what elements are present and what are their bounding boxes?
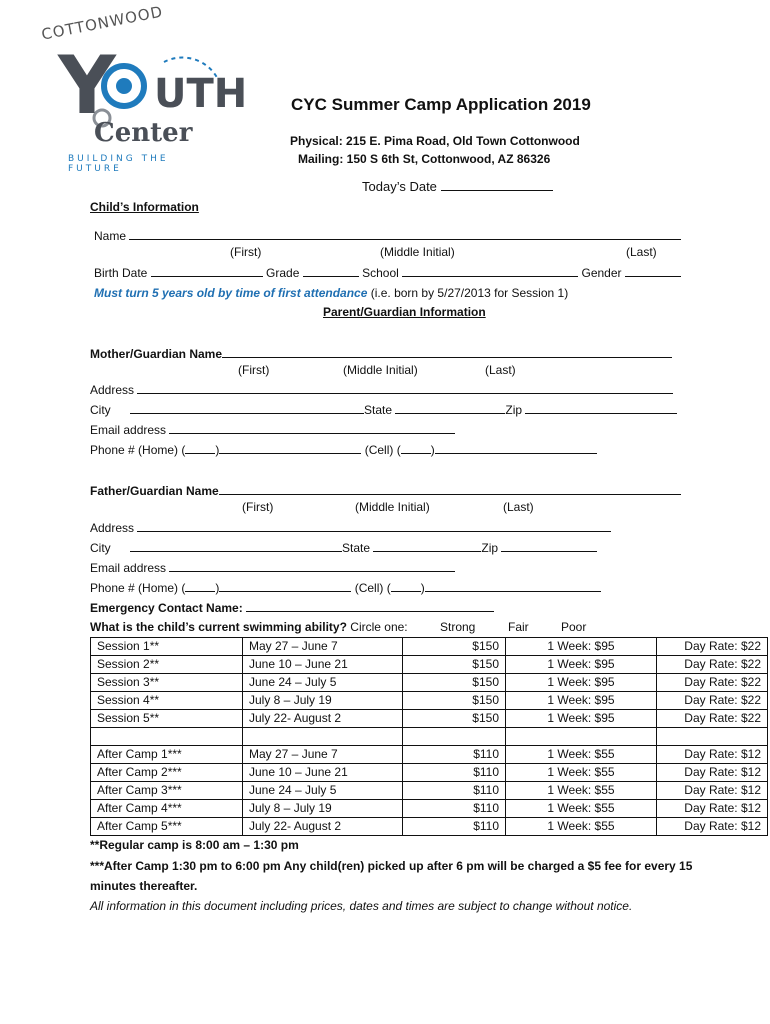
father-city-label: City [90, 541, 111, 555]
swim-option-strong[interactable]: Strong [440, 620, 476, 634]
session-row [91, 674, 768, 692]
swimming-question: What is the child’s current swimming ability? [90, 620, 347, 634]
logo-letter-y: Y [58, 39, 116, 132]
session-name: Session 5** [91, 710, 243, 728]
after-camp-row [91, 782, 768, 800]
session-price: $110 [403, 782, 506, 800]
mother-middle-hint: (Middle Initial) [343, 363, 418, 377]
logo-center-word: Center [94, 118, 193, 148]
session-day-rate: Day Rate: $12 [657, 800, 768, 818]
emergency-contact-row [90, 600, 494, 615]
mother-state-label: State [364, 403, 393, 417]
father-cell-phone-field[interactable] [425, 580, 601, 592]
session-name: After Camp 2*** [91, 764, 243, 782]
mother-city-label: City [90, 403, 111, 417]
mother-zip-label: Zip [505, 403, 523, 417]
father-last-hint: (Last) [503, 500, 534, 514]
session-name [91, 728, 243, 746]
after-camp-row [91, 746, 768, 764]
session-week-price: 1 Week: $55 [506, 800, 657, 818]
mother-state-field[interactable] [395, 402, 505, 414]
session-price: $150 [403, 674, 506, 692]
after-camp-row [91, 818, 768, 836]
session-row [91, 638, 768, 656]
session-name: Session 1** [91, 638, 243, 656]
session-price [403, 728, 506, 746]
father-state-label: State [342, 541, 371, 555]
session-week-price: 1 Week: $95 [506, 692, 657, 710]
session-dates: May 27 – June 7 [243, 746, 403, 764]
father-email-row [90, 560, 455, 575]
session-name: After Camp 1*** [91, 746, 243, 764]
session-name: Session 2** [91, 656, 243, 674]
father-zip-field[interactable] [501, 540, 597, 552]
father-city-field[interactable] [130, 540, 342, 552]
child-name-row [94, 228, 681, 243]
parent-info-heading: Parent/Guardian Information [323, 305, 486, 319]
father-email-field[interactable] [169, 560, 455, 572]
swim-option-fair[interactable]: Fair [508, 620, 529, 634]
session-dates: July 22- August 2 [243, 818, 403, 836]
father-home-area-code[interactable] [185, 580, 215, 592]
regular-camp-note: **Regular camp is 8:00 am – 1:30 pm [90, 838, 299, 852]
todays-date-field[interactable] [441, 179, 553, 191]
session-day-rate: Day Rate: $12 [657, 782, 768, 800]
session-dates: July 22- August 2 [243, 710, 403, 728]
mother-name-label: Mother/Guardian Name [90, 347, 223, 361]
todays-date-row [362, 179, 553, 194]
session-price: $150 [403, 638, 506, 656]
after-camp-row [91, 764, 768, 782]
table-spacer-row [91, 728, 768, 746]
session-day-rate: Day Rate: $22 [657, 692, 768, 710]
mother-city-field[interactable] [130, 402, 364, 414]
father-address-field[interactable] [137, 520, 611, 532]
mother-email-row [90, 422, 455, 437]
mother-last-hint: (Last) [485, 363, 516, 377]
session-price: $150 [403, 710, 506, 728]
grade-field[interactable] [303, 265, 359, 277]
session-price: $150 [403, 692, 506, 710]
physical-address: Physical: 215 E. Pima Road, Old Town Cottonwood [290, 134, 580, 148]
age-requirement-row [94, 286, 568, 300]
session-name: After Camp 5*** [91, 818, 243, 836]
father-name-label: Father/Guardian Name [90, 484, 219, 498]
mother-cell-phone-field[interactable] [435, 442, 597, 454]
birth-date-label: Birth Date [94, 266, 148, 280]
after-camp-row [91, 800, 768, 818]
father-state-field[interactable] [373, 540, 481, 552]
mother-name-row [90, 346, 672, 361]
mother-city-row [90, 402, 677, 417]
father-middle-hint: (Middle Initial) [355, 500, 430, 514]
child-name-field[interactable] [129, 228, 681, 240]
child-last-hint: (Last) [626, 245, 657, 259]
session-day-rate: Day Rate: $12 [657, 746, 768, 764]
mailing-address: Mailing: 150 S 6th St, Cottonwood, AZ 86326 [298, 152, 551, 166]
grade-label: Grade [266, 266, 300, 280]
mother-phone-home-label: Phone # (Home) ( [90, 443, 186, 457]
session-day-rate: Day Rate: $22 [657, 674, 768, 692]
form-title: CYC Summer Camp Application 2019 [291, 95, 591, 114]
session-dates: July 8 – July 19 [243, 800, 403, 818]
session-week-price: 1 Week: $55 [506, 764, 657, 782]
session-name: After Camp 4*** [91, 800, 243, 818]
session-day-rate: Day Rate: $12 [657, 764, 768, 782]
mother-phone-cell-label: (Cell) ( [364, 443, 401, 457]
disclaimer-note: All information in this document including prices, dates and times are subject to change without notice. [90, 899, 633, 913]
session-day-rate [657, 728, 768, 746]
session-week-price: 1 Week: $55 [506, 746, 657, 764]
mother-home-area-code[interactable] [185, 442, 215, 454]
session-week-price: 1 Week: $95 [506, 710, 657, 728]
father-cell-area-code[interactable] [391, 580, 421, 592]
after-camp-note: ***After Camp 1:30 pm to 6:00 pm Any child(ren) picked up after 6 pm will be charged a $5 fee for every 15 [90, 859, 693, 873]
swim-option-poor[interactable]: Poor [561, 620, 587, 634]
birth-date-field[interactable] [151, 265, 263, 277]
father-name-field[interactable] [219, 483, 681, 495]
session-week-price [506, 728, 657, 746]
session-price: $110 [403, 800, 506, 818]
mother-email-label: Email address [90, 423, 167, 437]
session-price: $110 [403, 818, 506, 836]
schedule-table [90, 637, 768, 836]
father-zip-label: Zip [481, 541, 499, 555]
session-dates: June 24 – July 5 [243, 674, 403, 692]
child-details-row [94, 265, 681, 280]
mother-address-row [90, 382, 673, 397]
session-dates: May 27 – June 7 [243, 638, 403, 656]
session-week-price: 1 Week: $95 [506, 638, 657, 656]
child-first-hint: (First) [230, 245, 262, 259]
session-dates: June 10 – June 21 [243, 764, 403, 782]
session-dates [243, 728, 403, 746]
session-price: $110 [403, 746, 506, 764]
todays-date-label: Today’s Date [362, 179, 437, 194]
father-name-row [90, 483, 681, 498]
session-dates: June 10 – June 21 [243, 656, 403, 674]
father-home-phone-field[interactable] [219, 580, 351, 592]
father-address-label: Address [90, 521, 135, 535]
father-email-label: Email address [90, 561, 167, 575]
session-price: $150 [403, 656, 506, 674]
session-price: $110 [403, 764, 506, 782]
session-name: After Camp 3*** [91, 782, 243, 800]
session-day-rate: Day Rate: $12 [657, 818, 768, 836]
session-name: Session 4** [91, 692, 243, 710]
after-camp-note-continued: minutes thereafter. [90, 879, 198, 893]
mother-phone-row: Phone # (Home) ( ) (Cell) ( ) [90, 442, 597, 457]
father-first-hint: (First) [242, 500, 274, 514]
session-day-rate: Day Rate: $22 [657, 710, 768, 728]
session-row [91, 710, 768, 728]
mother-address-label: Address [90, 383, 135, 397]
mother-first-hint: (First) [238, 363, 270, 377]
father-phone-home-label: Phone # (Home) ( [90, 581, 186, 595]
logo-tagline: BUILDING THE FUTURE [68, 154, 169, 174]
session-dates: June 24 – July 5 [243, 782, 403, 800]
session-dates: July 8 – July 19 [243, 692, 403, 710]
age-requirement-detail: (i.e. born by 5/27/2013 for Session 1) [370, 286, 569, 300]
emergency-contact-label: Emergency Contact Name: [90, 601, 243, 615]
child-middle-hint: (Middle Initial) [380, 245, 455, 259]
mother-home-phone-field[interactable] [219, 442, 361, 454]
gender-field[interactable] [625, 265, 681, 277]
session-week-price: 1 Week: $55 [506, 818, 657, 836]
session-week-price: 1 Week: $95 [506, 674, 657, 692]
logo-top-word: COTTONWOOD [40, 2, 165, 44]
session-name: Session 3** [91, 674, 243, 692]
session-week-price: 1 Week: $95 [506, 656, 657, 674]
child-name-label: Name [94, 229, 127, 243]
logo-letters-uth: UTH [154, 71, 248, 117]
mother-email-field[interactable] [169, 422, 455, 434]
mother-cell-area-code[interactable] [401, 442, 431, 454]
session-day-rate: Day Rate: $22 [657, 638, 768, 656]
age-requirement-note: Must turn 5 years old by time of first attendance [94, 286, 368, 300]
session-row [91, 692, 768, 710]
mother-address-field[interactable] [137, 382, 673, 394]
mother-zip-field[interactable] [525, 402, 677, 414]
father-phone-cell-label: (Cell) ( [354, 581, 391, 595]
session-day-rate: Day Rate: $22 [657, 656, 768, 674]
swimming-circle-label: Circle one: [350, 620, 408, 634]
mother-name-field[interactable] [222, 346, 672, 358]
cottonwood-youth-center-logo [36, 2, 248, 174]
school-label: School [362, 266, 399, 280]
father-address-row [90, 520, 611, 535]
father-city-row [90, 540, 597, 555]
emergency-contact-field[interactable] [246, 600, 494, 612]
school-field[interactable] [402, 265, 578, 277]
session-week-price: 1 Week: $55 [506, 782, 657, 800]
father-phone-row: Phone # (Home) ( ) (Cell) ( ) [90, 580, 601, 595]
child-info-heading: Child’s Information [90, 200, 199, 214]
swimming-row [90, 620, 408, 634]
session-row [91, 656, 768, 674]
gender-label: Gender [581, 266, 622, 280]
